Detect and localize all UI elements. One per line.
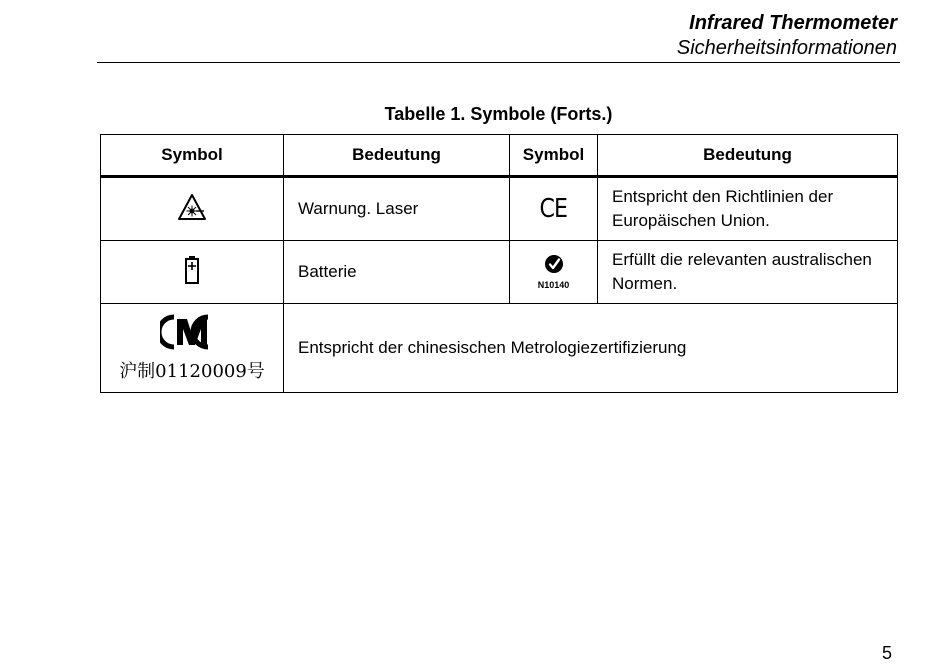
column-header-symbol: Symbol — [510, 135, 598, 177]
meaning-cell: Entspricht den Richtlinien der Europäischen Union. — [598, 177, 898, 241]
table-row — [101, 241, 898, 304]
meaning-cell: Batterie — [284, 241, 510, 304]
meaning-cell: Entspricht der chinesischen Metrologiezertifizierung — [284, 304, 898, 393]
column-header-meaning: Bedeutung — [284, 135, 510, 177]
column-header-symbol: Symbol — [101, 135, 284, 177]
meaning-cell: Erfüllt die relevanten australischen Normen. — [598, 241, 898, 304]
cmc-mark — [119, 314, 265, 383]
table-caption: Tabelle 1. Symbole (Forts.) — [384, 104, 613, 124]
symbol-cell — [101, 177, 284, 241]
table-header-row — [101, 135, 898, 177]
table-row — [101, 177, 898, 241]
symbol-cell — [101, 241, 284, 304]
symbol-cell — [510, 241, 598, 304]
cmc-approval-code: 沪制01120009号 — [119, 360, 265, 382]
meaning-cell: Warnung. Laser — [284, 177, 510, 241]
ce-mark-icon: CE — [539, 194, 568, 224]
laser-warning-icon — [177, 193, 207, 226]
symbols-table — [100, 134, 898, 393]
column-header-meaning: Bedeutung — [598, 135, 898, 177]
section-title: Sicherheitsinformationen — [676, 37, 897, 59]
c-tick-mark — [538, 254, 570, 290]
battery-icon — [184, 255, 200, 290]
symbol-cell — [101, 304, 284, 393]
symbol-cell — [510, 177, 598, 241]
cmc-icon — [160, 314, 224, 355]
document-title: Infrared Thermometer — [689, 12, 897, 34]
c-tick-icon — [544, 254, 564, 279]
c-tick-code: N10140 — [537, 280, 570, 290]
table-row — [101, 304, 898, 393]
page-number: 5 — [882, 643, 893, 663]
page-header — [677, 10, 897, 60]
header-divider — [97, 62, 900, 63]
